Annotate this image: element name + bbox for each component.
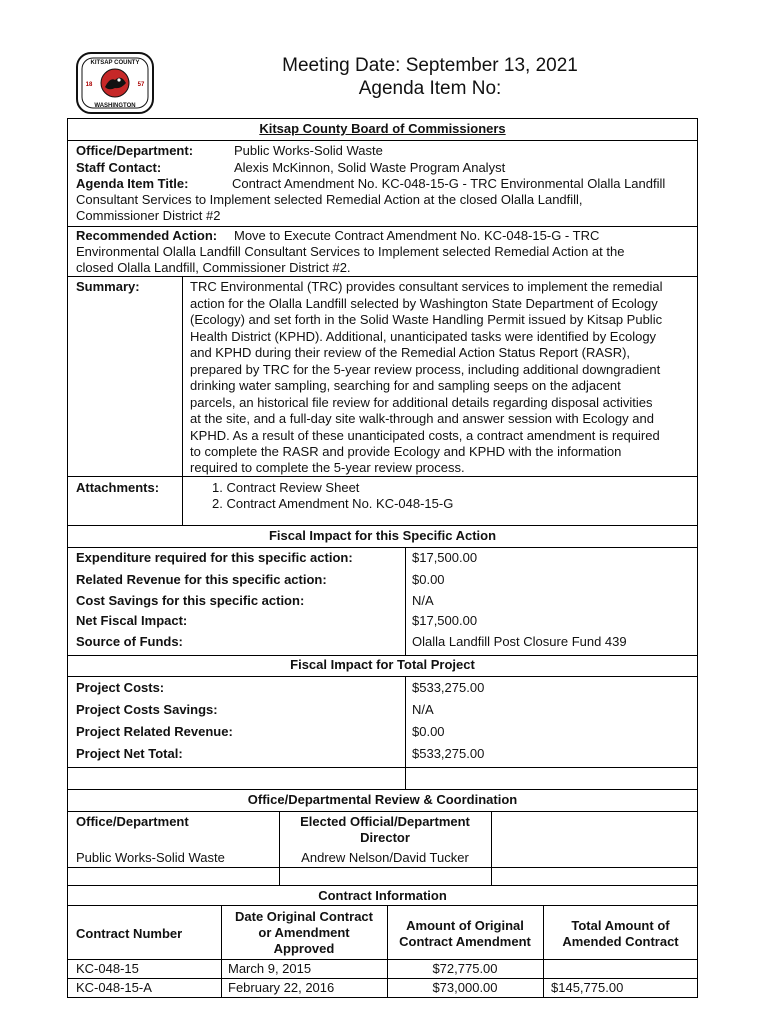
seal-right-year: 57 <box>137 82 145 88</box>
kitsap-county-seal <box>74 50 156 116</box>
seal-bottom-text: WASHINGTON <box>94 103 136 109</box>
fiscal-specific-label: Expenditure required for this specific action: <box>76 550 353 565</box>
fiscal-total-title: Fiscal Impact for Total Project <box>290 657 475 672</box>
summary-line: parcels, an historical file review for additional details regarding disposal activities <box>190 394 653 410</box>
summary-line: to complete the RASR and provide Ecology and KPHD with the information <box>190 444 622 459</box>
summary-line: required to complete the 5-year review process. <box>190 460 465 475</box>
fiscal-total-label: Project Costs Savings: <box>76 702 218 717</box>
contract-col-amount-line1: Amount of Original <box>406 918 524 933</box>
agenda-item-number: Agenda Item No: <box>358 78 502 99</box>
recommended-action-line2: Environmental Olalla Landfill Consultant Services to Implement selected Remedial Action at the <box>76 244 625 259</box>
contract-number: KC-048-15 <box>76 961 139 976</box>
summary-line: TRC Environmental (TRC) provides consultant services to implement the remedial <box>190 279 663 294</box>
fiscal-total-value: N/A <box>412 702 434 717</box>
summary-label: Summary: <box>76 279 140 294</box>
office-department-value: Public Works-Solid Waste <box>234 143 383 158</box>
agenda-item-title-line2: Consultant Services to Implement selected Remedial Action at the closed Olalla Landfill, <box>76 192 583 207</box>
recommended-action-line3: closed Olalla Landfill, Commissioner District #2. <box>76 260 351 275</box>
contract-amount: $72,775.00 <box>432 961 498 976</box>
fiscal-specific-value: $17,500.00 <box>412 550 478 565</box>
summary-line: KPHD. As a result of these unanticipated costs, a contract amendment is required <box>190 427 660 443</box>
office-department-label: Office/Department: <box>76 143 194 158</box>
contract-col-number: Contract Number <box>76 926 183 941</box>
contract-date: March 9, 2015 <box>228 961 312 976</box>
attachment-item[interactable]: 2. Contract Amendment No. KC-048-15-G <box>212 496 454 511</box>
review-office-value: Public Works-Solid Waste <box>76 850 225 865</box>
recommended-action-label: Recommended Action: <box>76 228 218 243</box>
fiscal-specific-value: $17,500.00 <box>412 613 478 628</box>
fiscal-total-label: Project Costs: <box>76 680 165 695</box>
fiscal-specific-title: Fiscal Impact for this Specific Action <box>268 528 497 543</box>
summary-line: at the site, and a full-day site walk-through and answer session with Ecology and <box>190 411 654 426</box>
staff-contact-label: Staff Contact: <box>76 160 162 175</box>
contract-total: $145,775.00 <box>551 980 624 995</box>
fiscal-specific-label: Net Fiscal Impact: <box>76 613 188 628</box>
seal-top-text: KITSAP COUNTY <box>90 60 140 66</box>
summary-line: action for the Olalla Landfill selected by Washington State Department of Ecology <box>190 295 658 311</box>
review-title: Office/Departmental Review & Coordination <box>247 792 518 807</box>
agenda-item-title-line1: Contract Amendment No. KC-048-15-G - TRC Environmental Olalla Landfill <box>232 176 666 191</box>
summary-line: drinking water sampling, searching for and sampling seeps on the adjacent <box>190 378 621 393</box>
fiscal-specific-value: $0.00 <box>412 572 445 587</box>
agenda-item-title-line3: Commissioner District #2 <box>76 208 221 223</box>
contract-col-total-line2: Amended Contract <box>562 934 679 949</box>
contract-col-date-line2: or Amendment <box>258 925 350 940</box>
fiscal-total-value: $533,275.00 <box>412 680 485 695</box>
attachments-label: Attachments: <box>76 480 160 495</box>
fiscal-specific-value: Olalla Landfill Post Closure Fund 439 <box>412 634 627 649</box>
recommended-action-line1: Move to Execute Contract Amendment No. KC-048-15-G - TRC <box>234 228 600 243</box>
fiscal-specific-value: N/A <box>412 593 434 608</box>
summary-line: and KPHD during their review of the Remedial Action Status Report (RASR), <box>190 345 631 360</box>
contract-number: KC-048-15-A <box>76 980 152 995</box>
review-col-director-line1: Elected Official/Department <box>300 814 470 829</box>
staff-contact-value: Alexis McKinnon, Solid Waste Program Analyst <box>234 160 506 175</box>
fiscal-total-value: $533,275.00 <box>412 746 485 761</box>
fiscal-specific-label: Source of Funds: <box>76 634 183 649</box>
contract-col-amount-line2: Contract Amendment <box>399 934 531 949</box>
summary-line: Health District (KPHD). Additional, unanticipated tasks were identified by Ecology <box>190 328 657 344</box>
fiscal-total-label: Project Related Revenue: <box>76 724 233 739</box>
meeting-date: Meeting Date: September 13, 2021 <box>282 55 578 76</box>
fiscal-total-value: $0.00 <box>412 724 445 739</box>
contract-col-date-line3: Approved <box>273 941 335 956</box>
contract-col-total-line1: Total Amount of <box>571 918 670 933</box>
attachment-item[interactable]: 1. Contract Review Sheet <box>212 480 360 495</box>
review-col-director-line2: Director <box>360 830 410 845</box>
contract-info-title: Contract Information <box>318 888 447 903</box>
review-col-office: Office/Department <box>76 814 189 829</box>
review-director-value: Andrew Nelson/David Tucker <box>301 850 469 865</box>
agenda-item-title-label: Agenda Item Title: <box>76 176 189 191</box>
fiscal-specific-label: Related Revenue for this specific action: <box>76 572 327 587</box>
fiscal-total-label: Project Net Total: <box>76 746 183 761</box>
fiscal-specific-label: Cost Savings for this specific action: <box>76 593 305 608</box>
summary-line: (Ecology) and set forth in the Solid Waste Handling Permit issued by Kitsap Public <box>190 312 663 327</box>
summary-line: prepared by TRC for the 5-year review process, including additional downgradient <box>190 361 661 377</box>
contract-date: February 22, 2016 <box>228 980 335 995</box>
contract-amount: $73,000.00 <box>432 980 498 995</box>
board-title: Kitsap County Board of Commissioners <box>259 121 506 136</box>
contract-col-date-line1: Date Original Contract <box>235 909 373 924</box>
seal-left-year: 18 <box>85 82 93 88</box>
